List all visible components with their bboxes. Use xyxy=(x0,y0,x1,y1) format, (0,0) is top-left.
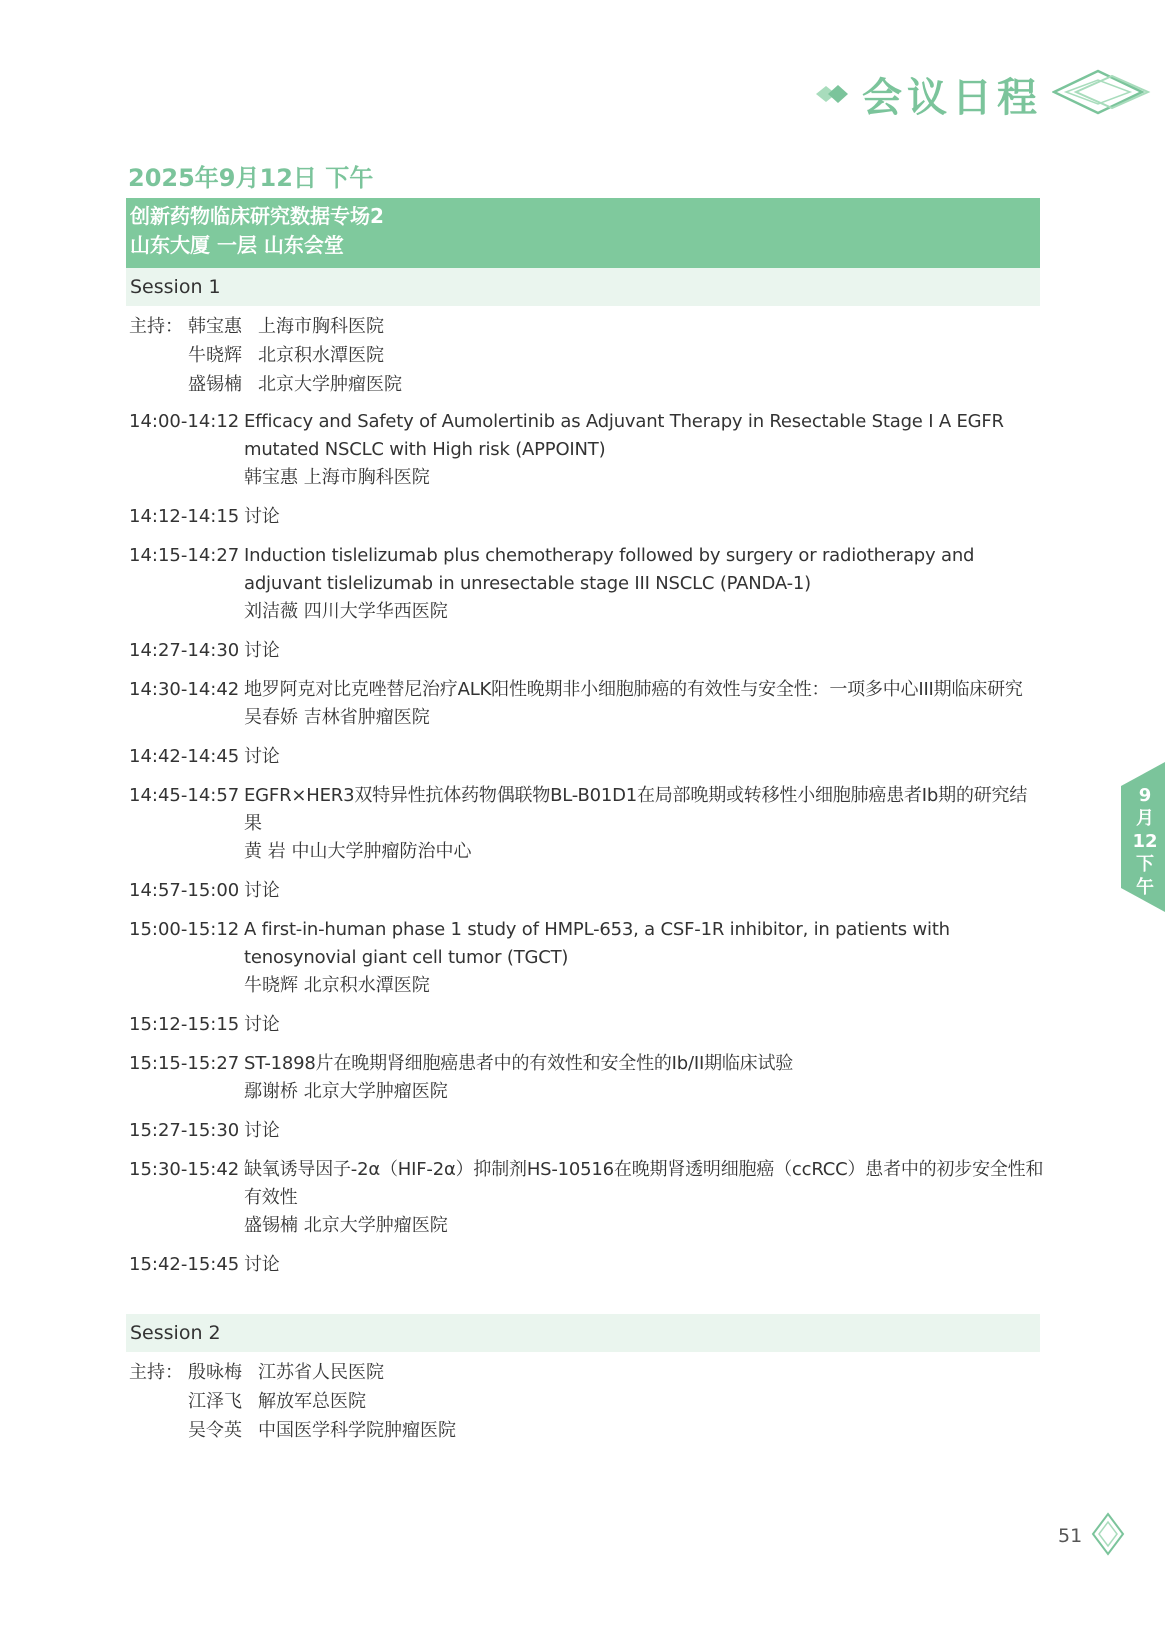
host-line xyxy=(129,370,402,399)
schedule-row xyxy=(129,916,1049,1000)
schedule-content xyxy=(244,1011,1044,1039)
talk-title: 讨论 xyxy=(244,880,280,901)
schedule-content xyxy=(244,408,1044,492)
schedule-row xyxy=(129,1156,1049,1240)
host-line xyxy=(129,1416,456,1445)
session-venue: 山东大厦 一层 山东会堂 xyxy=(130,233,344,257)
side-tab-char: 月 xyxy=(1136,808,1154,829)
schedule-time: 15:42-15:45 xyxy=(129,1254,240,1275)
schedule-time: 14:00-14:12 xyxy=(129,411,240,432)
schedule-row xyxy=(129,782,1049,866)
host-name: 牛晓辉 xyxy=(188,345,242,366)
side-tab-char: 9 xyxy=(1138,785,1152,806)
host-org: 上海市胸科医院 xyxy=(258,316,384,337)
session-1-hosts xyxy=(129,312,402,399)
talk-title: ST-1898片在晚期肾细胞癌患者中的有效性和安全性的Ib/II期临床试验 xyxy=(244,1053,794,1074)
section-title: 会议日程 xyxy=(862,75,1042,121)
schedule-row xyxy=(129,743,1049,771)
schedule-time: 14:15-14:27 xyxy=(129,545,240,566)
date-heading: 2025年9月12日 下午 xyxy=(128,164,374,192)
schedule-content xyxy=(244,1251,1044,1279)
speaker: 刘洁薇 四川大学华西医院 xyxy=(244,601,448,622)
host-org: 江苏省人民医院 xyxy=(258,1362,384,1383)
session-2-bar: Session 2 xyxy=(126,1314,1040,1352)
schedule-row xyxy=(129,1251,1049,1279)
host-line xyxy=(129,1358,456,1387)
host-org: 中国医学科学院肿瘤医院 xyxy=(258,1420,456,1441)
schedule-row xyxy=(129,676,1049,732)
host-name: 盛锡楠 xyxy=(188,374,242,395)
schedule-time: 14:12-14:15 xyxy=(129,506,240,527)
schedule-content xyxy=(244,542,1044,626)
diamond-outline-icon xyxy=(1052,67,1152,117)
schedule-time: 15:27-15:30 xyxy=(129,1120,240,1141)
speaker: 吴春娇 吉林省肿瘤医院 xyxy=(244,707,430,728)
speaker: 黄 岩 中山大学肿瘤防治中心 xyxy=(244,841,472,862)
side-tab-text xyxy=(1127,784,1163,899)
talk-title: 讨论 xyxy=(244,640,280,661)
session-2-hosts xyxy=(129,1358,456,1445)
talk-title: 讨论 xyxy=(244,1014,280,1035)
schedule-content xyxy=(244,877,1044,905)
schedule-content xyxy=(244,1156,1044,1240)
schedule-content xyxy=(244,676,1044,732)
talk-title: 讨论 xyxy=(244,506,280,527)
side-tab-char: 12 xyxy=(1132,831,1158,852)
talk-title: Induction tislelizumab plus chemotherapy followed by surgery or radiotherapy and adjuvant tislelizumab in unresectable stage III NSCLC (PANDA-1) xyxy=(244,545,975,594)
schedule-time: 14:45-14:57 xyxy=(129,785,240,806)
host-name: 殷咏梅 xyxy=(188,1362,242,1383)
speaker: 鄢谢桥 北京大学肿瘤医院 xyxy=(244,1081,448,1102)
host-line xyxy=(129,1387,456,1416)
host-org: 解放军总医院 xyxy=(258,1391,366,1412)
host-name: 吴令英 xyxy=(188,1420,242,1441)
schedule-time: 14:30-14:42 xyxy=(129,679,240,700)
talk-title: 讨论 xyxy=(244,1254,280,1275)
host-label: 主持： xyxy=(129,1362,183,1383)
talk-title: 讨论 xyxy=(244,746,280,767)
host-org: 北京积水潭医院 xyxy=(258,345,384,366)
schedule-content xyxy=(244,782,1044,866)
schedule-content xyxy=(244,743,1044,771)
schedule-time: 14:42-14:45 xyxy=(129,746,240,767)
schedule-row xyxy=(129,503,1049,531)
schedule-time: 15:00-15:12 xyxy=(129,919,240,940)
speaker: 盛锡楠 北京大学肿瘤医院 xyxy=(244,1215,448,1236)
schedule-content xyxy=(244,503,1044,531)
talk-title: 讨论 xyxy=(244,1120,280,1141)
schedule-row xyxy=(129,877,1049,905)
schedule-time: 15:12-15:15 xyxy=(129,1014,240,1035)
talk-title: Efficacy and Safety of Aumolertinib as Adjuvant Therapy in Resectable Stage I A EGFR mutated NSCLC with High risk (APPOINT) xyxy=(244,411,1004,460)
schedule-row xyxy=(129,1117,1049,1145)
host-line xyxy=(129,312,402,341)
schedule-content xyxy=(244,1117,1044,1145)
talk-title: EGFR×HER3双特异性抗体药物偶联物BL-B01D1在局部晚期或转移性小细胞肺癌患者Ib期的研究结果 xyxy=(244,785,1028,834)
schedule-list xyxy=(129,408,1049,1290)
side-tab-char: 午 xyxy=(1136,877,1154,898)
schedule-content xyxy=(244,916,1044,1000)
page-number: 51 xyxy=(1058,1525,1083,1547)
schedule-time: 14:27-14:30 xyxy=(129,640,240,661)
schedule-row xyxy=(129,1050,1049,1106)
session-header-bar xyxy=(126,198,1040,268)
schedule-time: 15:30-15:42 xyxy=(129,1159,240,1180)
talk-title: 缺氧诱导因子-2α（HIF-2α）抑制剂HS-10516在晚期肾透明细胞癌（ccRCC）患者中的初步安全性和有效性 xyxy=(244,1159,1044,1208)
host-name: 江泽飞 xyxy=(188,1391,242,1412)
schedule-time: 14:57-15:00 xyxy=(129,880,240,901)
schedule-row xyxy=(129,637,1049,665)
talk-title: A first-in-human phase 1 study of HMPL-653, a CSF-1R inhibitor, in patients with tenosynovial giant cell tumor (TGCT) xyxy=(244,919,950,968)
diamond-outline-icon xyxy=(1090,1512,1126,1556)
talk-title: 地罗阿克对比克唑替尼治疗ALK阳性晚期非小细胞肺癌的有效性与安全性：一项多中心III期临床研究 xyxy=(244,679,1023,700)
schedule-content xyxy=(244,637,1044,665)
speaker: 牛晓辉 北京积水潭医院 xyxy=(244,975,430,996)
schedule-row xyxy=(129,408,1049,492)
host-name: 韩宝惠 xyxy=(188,316,242,337)
speaker: 韩宝惠 上海市胸科医院 xyxy=(244,467,430,488)
host-label: 主持： xyxy=(129,316,183,337)
host-line xyxy=(129,341,402,370)
schedule-time: 15:15-15:27 xyxy=(129,1053,240,1074)
host-org: 北京大学肿瘤医院 xyxy=(258,374,402,395)
side-tab-char: 下 xyxy=(1136,854,1154,875)
session-1-bar: Session 1 xyxy=(126,268,1040,306)
session-name: 创新药物临床研究数据专场2 xyxy=(130,204,384,228)
schedule-row xyxy=(129,542,1049,626)
schedule-row xyxy=(129,1011,1049,1039)
schedule-content xyxy=(244,1050,1044,1106)
diamond-icon xyxy=(816,80,856,108)
